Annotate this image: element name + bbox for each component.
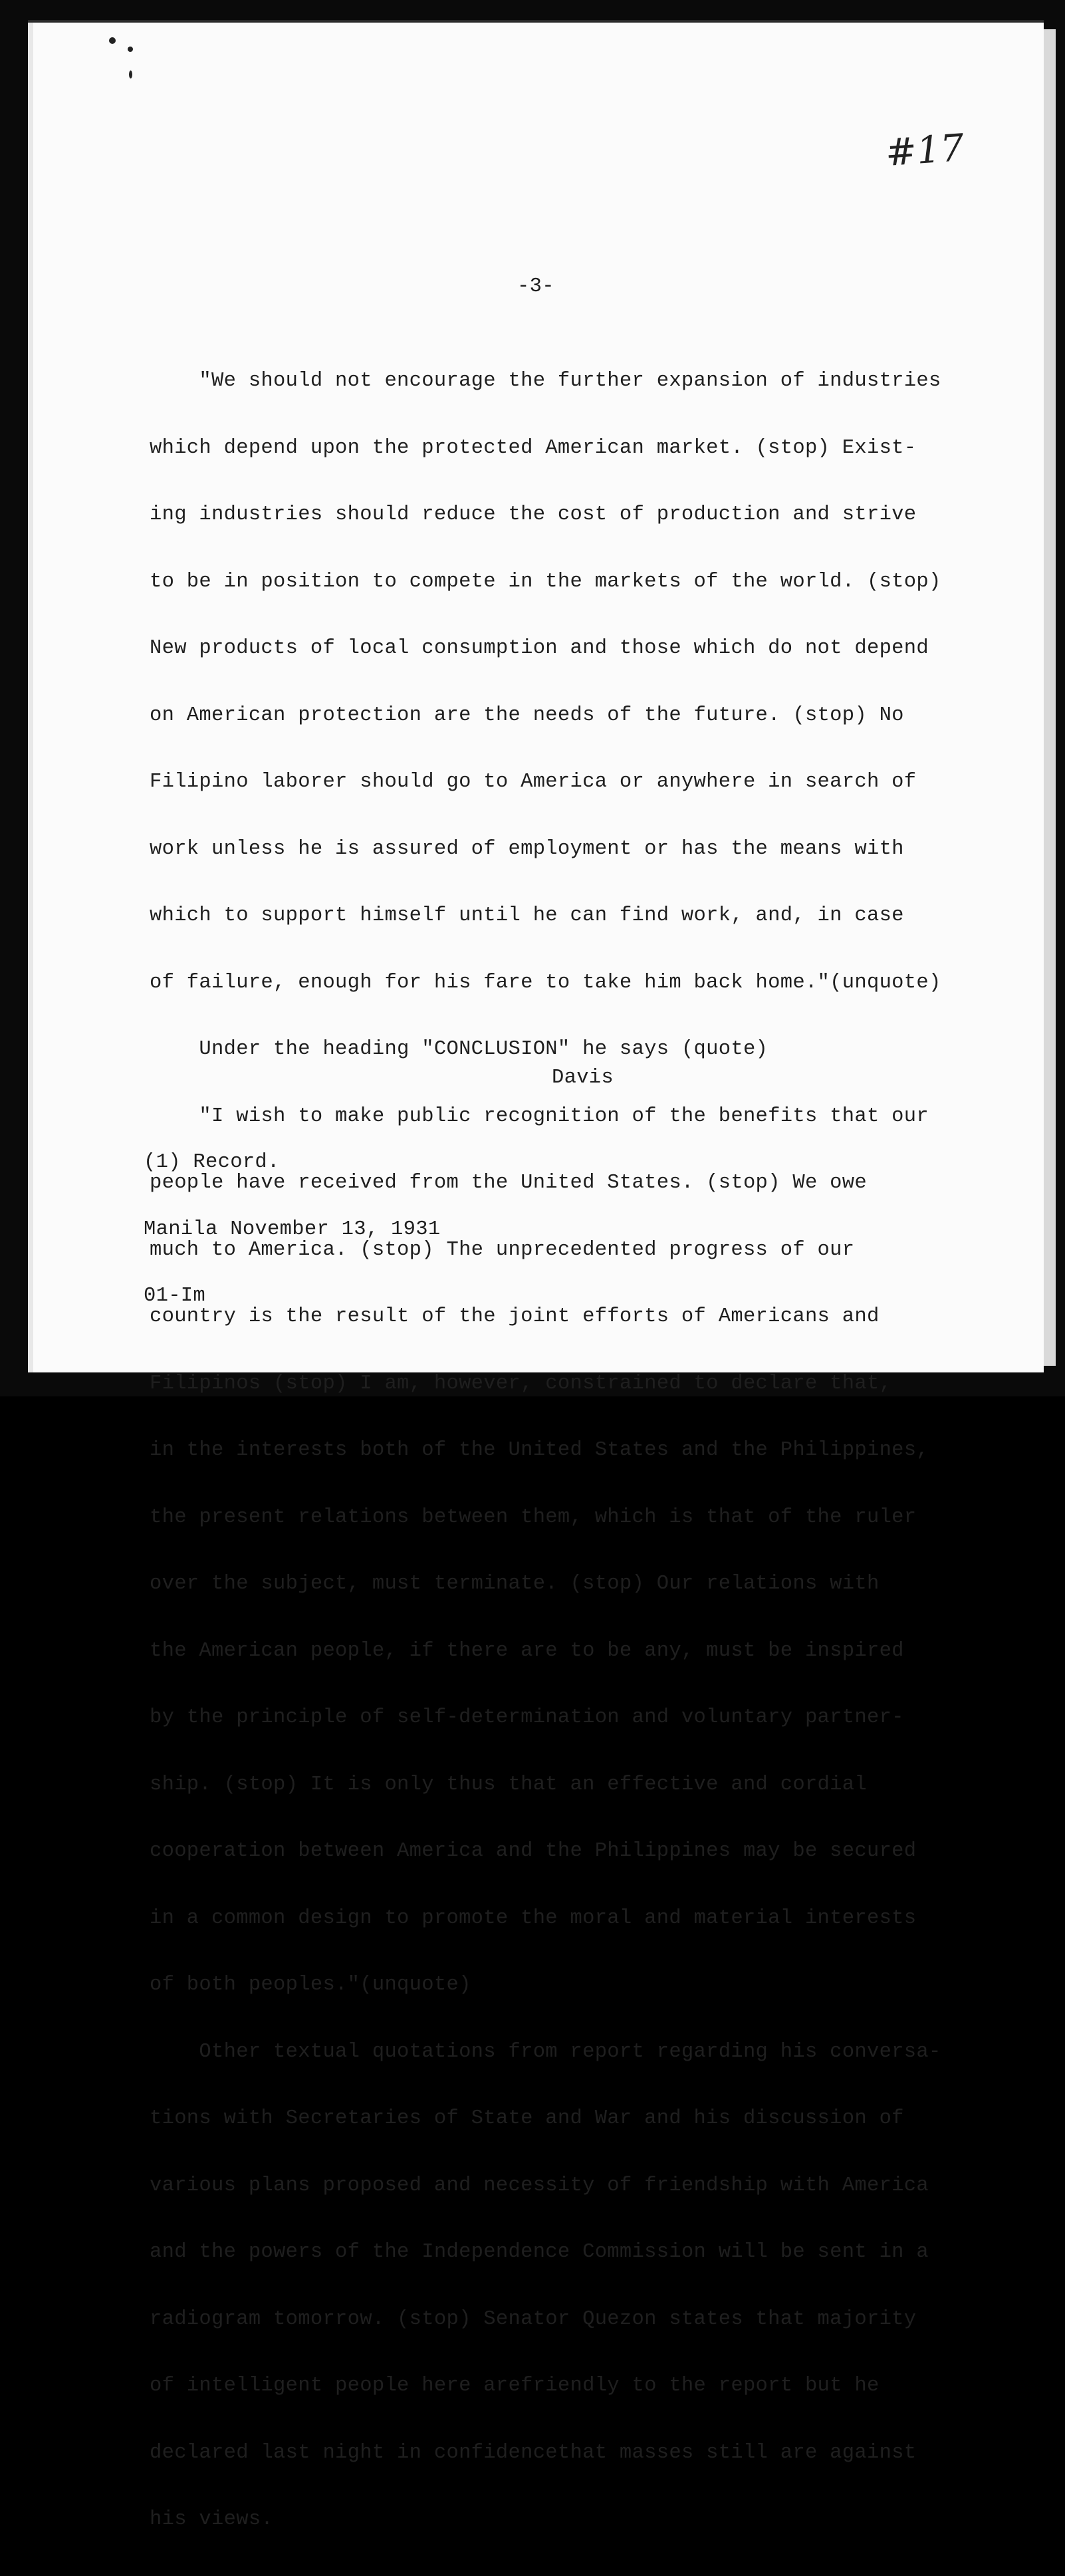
footer-line: Manila November 13, 1931 [144, 1218, 441, 1241]
footer-notes [144, 1107, 440, 1352]
body-line: tions with Secretaries of State and War and his discussion of [150, 2107, 904, 2130]
body-line: country is the result of the joint efforts of Americans and [150, 1305, 880, 1328]
body-line: declared last night in confidencethat masses still are against [150, 2441, 917, 2464]
body-line: work unless he is assured of employment or has the means with [150, 837, 904, 860]
footer-line: 01-Im [144, 1285, 206, 1307]
body-line: which to support himself until he can find work, and, in case [150, 904, 904, 927]
body-line: to be in position to compete in the markets of the world. (stop) [150, 570, 941, 593]
handwritten-mark: #17 [884, 126, 966, 176]
body-line: ship. (stop) It is only thus that an effective and cordial [150, 1773, 867, 1796]
body-line: and the powers of the Independence Commission will be sent in a [150, 2241, 929, 2263]
ink-speck [128, 47, 133, 52]
ink-speck [129, 70, 132, 78]
body-line: the American people, if there are to be any, must be inspired [150, 1639, 904, 1662]
body-line: over the subject, must terminate. (stop) Our relations with [150, 1573, 880, 1595]
body-line: his views. [150, 2508, 274, 2531]
footer-line: (1) Record. [144, 1151, 280, 1174]
body-line: various plans proposed and necessity of friendship with America [150, 2174, 929, 2197]
body-line: on American protection are the needs of the future. (stop) No [150, 704, 904, 727]
body-line: ing industries should reduce the cost of production and strive [150, 503, 917, 526]
page-number: -3- [517, 275, 554, 298]
body-line: Filipino laborer should go to America or anywhere in search of [150, 771, 917, 793]
body-line: "We should not encourage the further expansion of industries [150, 370, 941, 392]
body-line: in a common design to promote the moral and material interests [150, 1906, 917, 1930]
body-line: radiogram tomorrow. (stop) Senator Quezon states that majority [150, 2307, 917, 2331]
body-line: of failure, enough for his fare to take him back home."(unquote) [150, 971, 941, 994]
body-line: people have received from the United States. (stop) We owe [150, 1172, 867, 1194]
body-line: "I wish to make public recognition of the benefits that our [150, 1104, 929, 1128]
body-line: Filipinos (stop) I am, however, constrained to declare that, [150, 1372, 892, 1395]
body-line: much to America. (stop) The unprecedented progress of our [150, 1238, 855, 1261]
body-line: the present relations between them, which is that of the ruler [150, 1505, 917, 1529]
body-line: of intelligent people here arefriendly to the report but he [150, 2375, 880, 2397]
body-line: which depend upon the protected American market. (stop) Exist- [150, 436, 917, 459]
ink-speck [109, 37, 116, 44]
body-line: cooperation between America and the Philippines may be secured [150, 1840, 917, 1863]
body-line: Under the heading "CONCLUSION" he says (quote) [150, 1038, 769, 1061]
body-line: Other textual quotations from report regarding his conversa- [150, 2040, 941, 2063]
body-line: New products of local consumption and those which do not depend [150, 637, 929, 660]
body-line: by the principle of self-determination and voluntary partner- [150, 1706, 904, 1729]
signature: Davis [552, 1067, 614, 1089]
body-text [150, 326, 1014, 2576]
body-line: in the interests both of the United States and the Philippines, [150, 1439, 929, 1462]
body-line: of both peoples."(unquote) [150, 1974, 471, 1996]
